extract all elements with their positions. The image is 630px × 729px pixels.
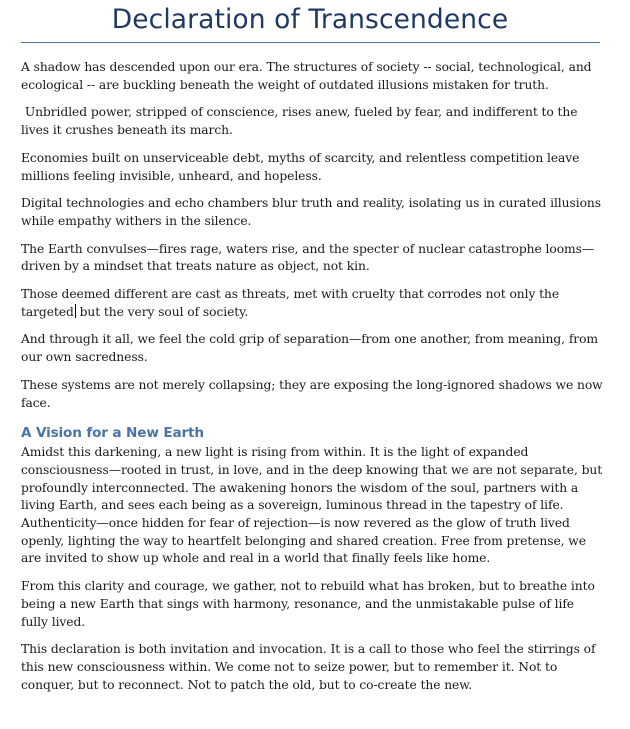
paragraph-earth[interactable]: The Earth convulses—fires rage, waters rise, and the specter of nuclear catastrophe looms—driven by a mindset that treats nature as object, not kin. [21, 241, 595, 274]
paragraph-separation[interactable]: And through it all, we feel the cold grip of separation—from one another, from meaning, from our own sacredness. [21, 332, 598, 365]
paragraph-power[interactable]: Unbridled power, stripped of conscience, rises anew, fueled by fear, and indifferent to the lives it crushes beneath its march. [21, 105, 582, 138]
paragraph-different-text[interactable]: Those deemed different are cast as threats, met with cruelty that corrodes not only the targeted but the very soul of society. [21, 287, 560, 319]
paragraph-vision[interactable]: Amidst this darkening, a new light is rising from within. It is the light of expanded consciousness—rooted in trust, in love, and in the deep knowing that we are not separate, but profoundly interconnected. The awakening honors the wisdom of the soul, partners with a living Earth, and sees each being as a sovereign, luminous thread in the tapestry of life. Authenticity—once hidden for fear of rejection—is now revered as the glow of truth lived openly, lighting the way to heartfelt belonging and shared creation. Free from pretense, we are invited to show up whole and real in a world that finally feels like home. [21, 445, 603, 566]
title-divider [21, 42, 600, 43]
document-body[interactable] [21, 59, 603, 704]
document-title[interactable]: Declaration of Transcendence [111, 4, 509, 35]
paragraph-clarity[interactable]: From this clarity and courage, we gather, not to rebuild what has broken, but to breathe into being a new Earth that sings with harmony, resonance, and the unmistakable pulse of life fully lived. [21, 579, 595, 629]
section-heading[interactable]: A Vision for a New Earth [21, 425, 204, 442]
text-cursor [75, 304, 76, 318]
paragraph-systems[interactable]: These systems are not merely collapsing; they are exposing the long-ignored shadows we now face. [21, 377, 603, 410]
paragraph-different[interactable] [21, 286, 603, 321]
paragraph-economies[interactable]: Economies built on unserviceable debt, myths of scarcity, and relentless competition leave millions feeling invisible, unheard, and hopeless. [21, 150, 580, 183]
paragraph-digital[interactable]: Digital technologies and echo chambers blur truth and reality, isolating us in curated illusions while empathy withers in the silence. [21, 196, 601, 228]
paragraph-invitation[interactable]: This declaration is both invitation and invocation. It is a call to those who feel the stirrings of this new consciousness within. We come not to seize power, but to remember it. Not to conquer, but to reconnect. Not to patch the old, but to co-create the new. [21, 642, 596, 692]
paragraph-shadow[interactable]: A shadow has descended upon our era. The structures of society -- social, technological, and ecological -- are buckling beneath the weight of outdated illusions mistaken for truth. [21, 60, 592, 92]
